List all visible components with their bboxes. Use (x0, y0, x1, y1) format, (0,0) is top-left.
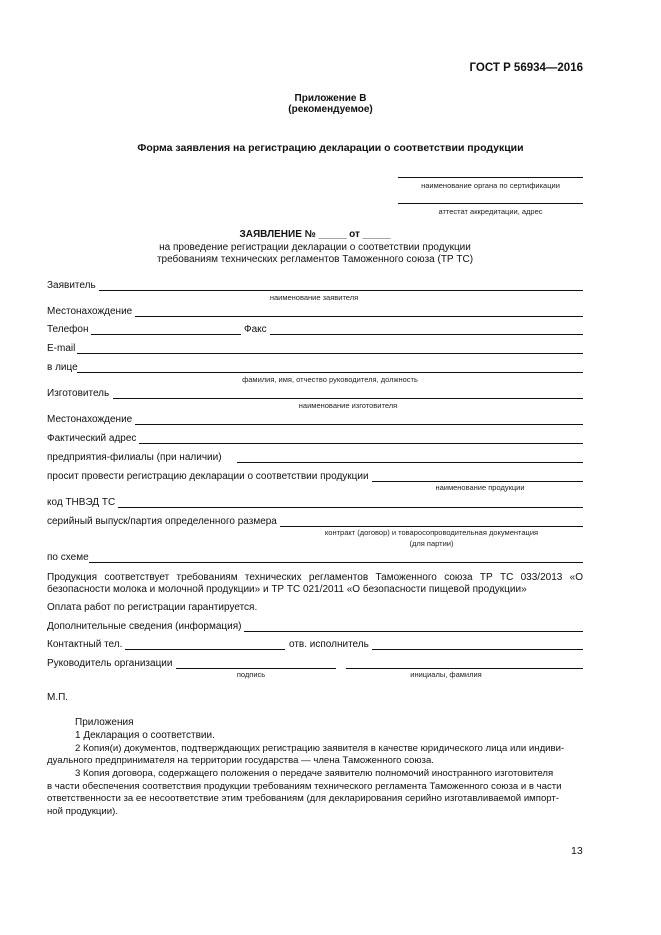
attachment-item-2-line-2: дуального предпринимателя на территории государства — члена Таможенного союза. (47, 755, 434, 766)
applicant-label: Заявитель (47, 280, 96, 291)
head-label: Руководитель организации (47, 658, 173, 669)
actual-address-label: Фактический адрес (47, 433, 137, 444)
location2-label: Местонахождение (47, 414, 133, 425)
manufacturer-field[interactable] (113, 398, 583, 399)
tnved-label: код ТНВЭД ТС (47, 497, 116, 508)
scheme-field[interactable] (89, 562, 583, 563)
fax-field[interactable] (270, 334, 583, 335)
location-field[interactable] (135, 316, 583, 317)
email-field[interactable] (77, 353, 583, 354)
additional-field[interactable] (244, 631, 583, 632)
recipient-line-1[interactable] (398, 177, 583, 178)
signature-caption: подпись (236, 670, 266, 679)
additional-label: Дополнительные сведения (информация) (47, 621, 242, 632)
person-field[interactable] (77, 372, 583, 373)
serial-field[interactable] (280, 526, 583, 527)
branches-label: предприятия-филиалы (при наличии) (47, 452, 222, 463)
standard-number: ГОСТ Р 56934—2016 (469, 62, 583, 74)
form-title: Форма заявления на регистрацию декларации о соответствии продукции (137, 142, 524, 154)
serial-label: серийный выпуск/партия определенного размера (47, 516, 277, 527)
attachment-item-2-line-1: 2 Копия(и) документов, подтверждающих регистрацию заявителя в качестве юридического лица или индиви- (75, 743, 565, 754)
product-caption: наименование продукции (435, 483, 525, 492)
attachment-item-3-line-4: ной продукции). (47, 806, 118, 817)
page-number: 13 (571, 845, 583, 857)
email-label: E-mail (47, 343, 76, 354)
person-label: в лице (47, 362, 78, 373)
manufacturer-caption: наименование изготовителя (298, 401, 398, 410)
scheme-label: по схеме (47, 552, 89, 563)
location2-field[interactable] (135, 424, 583, 425)
payment-text: Оплата работ по регистрации гарантируется. (47, 602, 258, 613)
recipient-caption-2: аттестат аккредитации, адрес (438, 207, 543, 216)
contact-phone-field[interactable] (125, 649, 285, 650)
applicant-caption: наименование заявителя (269, 293, 359, 302)
fax-label: Факс (244, 324, 267, 335)
statement-line-2: требованиям технических регламентов Таможенного союза (ТР ТС) (156, 254, 474, 265)
tnved-field[interactable] (118, 507, 583, 508)
product-field[interactable] (372, 481, 583, 482)
initials-field[interactable] (346, 668, 583, 669)
attachment-item-3-line-1: 3 Копия договора, содержащего положения о передаче заявителю полномочий иностранного изготовителя (75, 768, 554, 779)
signature-field[interactable] (176, 668, 336, 669)
attachment-item-3-line-2: в части обеспечения соответствия продукции требованиям технического регламента Таможенного союза и в части (47, 781, 562, 792)
recipient-caption-1: наименование органа по сертификации (421, 181, 560, 190)
applicant-field[interactable] (99, 290, 583, 291)
phone-field[interactable] (91, 334, 241, 335)
attachments-title: Приложения (75, 717, 134, 728)
request-label: просит провести регистрацию декларации о соответствии продукции (47, 471, 369, 482)
actual-address-field[interactable] (139, 443, 583, 444)
location-label: Местонахождение (47, 306, 133, 317)
contract-caption-2: (для партии) (409, 539, 454, 548)
branches-field[interactable] (237, 462, 583, 463)
person-caption: фамилия, имя, отчество руководителя, должность (242, 375, 418, 384)
phone-label: Телефон (47, 324, 89, 335)
manufacturer-label: Изготовитель (47, 388, 110, 399)
contract-caption-1: контракт (договор) и товаросопроводительная документация (324, 528, 539, 537)
attachment-item-3-line-3: ответственности за ее несоответствие этим требованиям (для декларирования серийно изготавливаемой импорт- (47, 793, 560, 804)
initials-caption: инициалы, фамилия (410, 670, 482, 679)
recipient-line-2[interactable] (398, 203, 583, 204)
statement-line-1: на проведение регистрации декларации о соответствии продукции (159, 242, 471, 253)
statement-title: ЗАЯВЛЕНИЕ № _____ от _____ (239, 229, 391, 240)
executor-label: отв. исполнитель (289, 639, 369, 650)
appendix-note: (рекомендуемое) (288, 104, 373, 115)
executor-field[interactable] (372, 649, 583, 650)
conformity-text: Продукция соответствует требованиям технических регламентов Таможенного союза ТР ТС 033/2013 «О безопасности молока и молочной продукции» и ТР ТС 021/2011 «О безопасности пищевой продукции» (47, 572, 583, 595)
attachment-item-1: 1 Декларация о соответствии. (75, 730, 215, 741)
contact-phone-label: Контактный тел. (47, 639, 123, 650)
appendix-title: Приложение В (294, 93, 367, 104)
stamp-label: М.П. (47, 692, 69, 703)
